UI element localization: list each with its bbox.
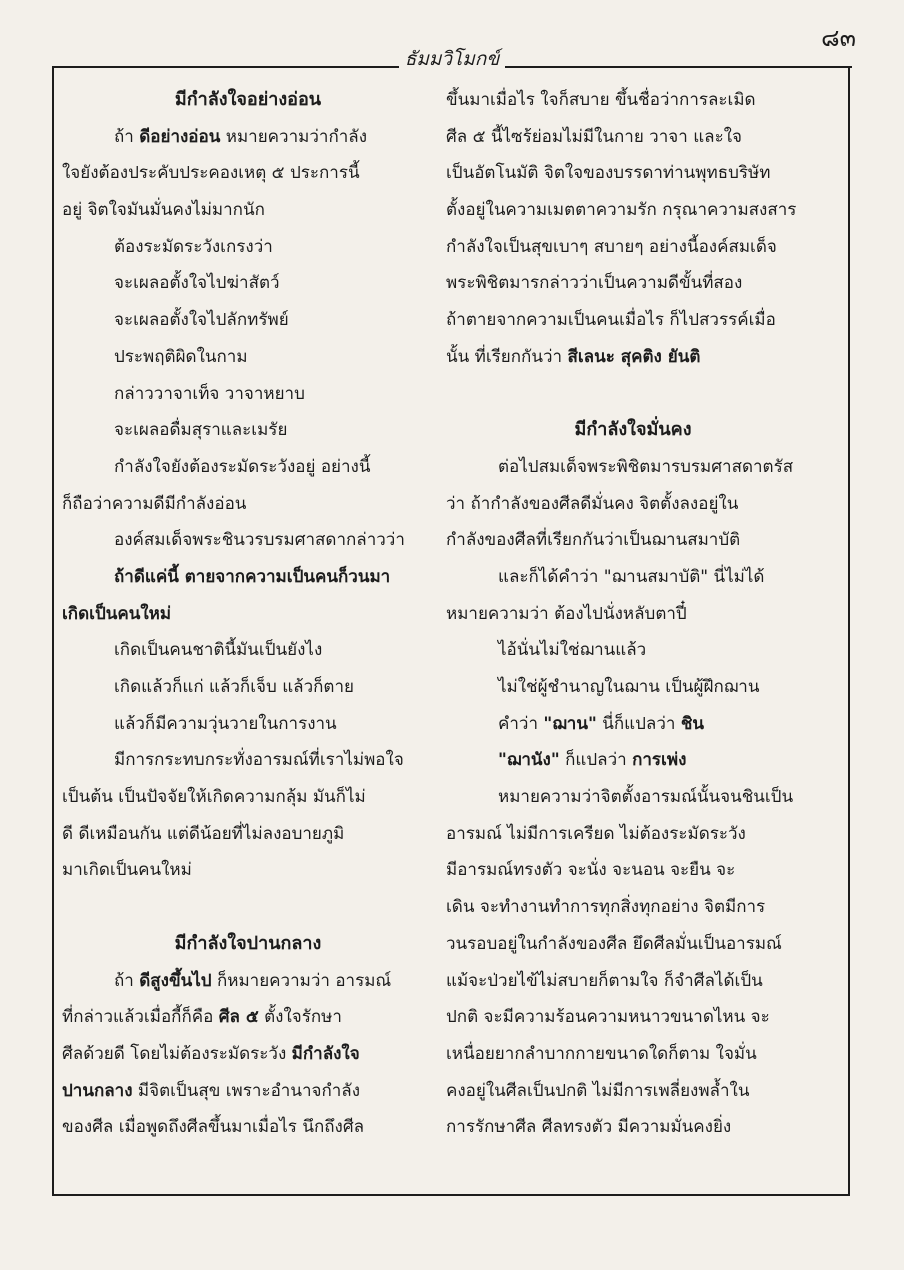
text-line [62,706,434,743]
text-run: ก็หมายความว่า อารมณ์ [211,970,392,991]
text-run: กล่าววาจาเท็จ วาจาหยาบ [114,383,305,404]
text-run: องค์สมเด็จพระชินวรบรมศาสดากล่าวว่า [114,530,405,551]
page-number: ๘๓ [821,24,856,52]
text-run: ดี ดีเหมือนกัน แต่ดีน้อยที่ไม่ลงอบายภูมิ [62,823,345,844]
text-run: มาเกิดเป็นคนใหม่ [62,860,192,881]
text-line [62,119,434,156]
text-line [62,999,434,1036]
bold-text: ดีอย่างอ่อน [139,126,221,147]
text-line [62,779,434,816]
text-line [62,669,434,706]
text-run: อารมณ์ ไม่มีการเครียด ไม่ต้องระมัดระวัง [446,823,746,844]
text-run: และก็ได้คำว่า "ฌานสมาบัติ" นี่ไม่ได้ [498,566,765,587]
text-run: จะเผลอตั้งใจไปฆ่าสัตว์ [114,273,280,294]
text-line [62,376,434,413]
text-run: ว่า ถ้ากำลังของศีลดีมั่นคง จิตตั้งลงอยู่ใน [446,493,739,514]
text-line [446,706,820,743]
text-line [446,1109,820,1146]
text-line [446,192,820,229]
text-line [446,596,820,633]
text-run: ของศีล เมื่อพูดถึงศีลขึ้นมาเมื่อไร นึกถึงศีล [62,1117,365,1138]
text-run: ศีล ๕ นี้ไซร้ย่อมไม่มีในกาย วาจา และใจ [446,126,742,147]
bold-text: มีกำลังใจ [291,1043,360,1064]
text-run: ที่กล่าวแล้วเมื่อกี้ก็คือ [62,1007,219,1028]
section-heading: มีกำลังใจมั่นคง [574,419,692,441]
text-line [62,632,434,669]
text-run: อยู่ จิตใจมันมั่นคงไม่มากนัก [62,200,265,221]
text-line [446,999,820,1036]
text-run: มีอารมณ์ทรงตัว จะนั่ง จะนอน จะยืน จะ [446,860,736,881]
text-line [446,449,820,486]
text-run: เหนื่อยยากลำบากกายขนาดใดก็ตาม ใจมั่น [446,1043,757,1064]
bold-text: ชิน [680,713,704,734]
text-line [446,302,820,339]
left-column [62,82,434,1146]
text-run: กำลังของศีลที่เรียกกันว่าเป็นฌานสมาบัติ [446,530,741,551]
text-line [62,522,434,559]
text-run: กำลังใจเป็นสุขเบาๆ สบายๆ อย่างนี้องค์สมเด็จ [446,236,777,257]
text-line [62,852,434,889]
text-line [62,816,434,853]
text-run: แม้จะป่วยไข้ไม่สบายก็ตามใจ ก็จำศีลได้เป็น [446,970,763,991]
blank-line [446,376,820,413]
text-run: ถ้า [114,970,140,991]
text-run: วนรอบอยู่ในกำลังของศีล ยึดศีลมั่นเป็นอารมณ์ [446,933,782,954]
text-run: จะเผลอดื่มสุราและเมรัย [114,420,288,441]
text-line [446,229,820,266]
bold-text: ถ้าดีแค่นี้ ตายจากความเป็นคนก็วนมา [114,566,391,587]
bold-text: สีเลนะ สุคติง ยันติ [567,346,701,367]
text-line [446,339,820,376]
text-run: ต้องระมัดระวังเกรงว่า [114,236,273,257]
text-run: ศีลด้วยดี โดยไม่ต้องระมัดระวัง [62,1043,292,1064]
text-line [446,742,820,779]
text-line [446,816,820,853]
text-run: เกิดเป็นคนชาตินี้มันเป็นยังไง [114,640,323,661]
bold-text: การเพ่ง [632,750,687,771]
text-run: เป็นต้น เป็นปัจจัยให้เกิดความกลุ้ม มันก็ไม่ [62,787,366,808]
text-line [446,889,820,926]
text-line [446,1073,820,1110]
text-run: ไอ้นั่นไม่ใช่ฌานแล้ว [498,640,647,661]
text-run: ถ้าตายจากความเป็นคนเมื่อไร ก็ไปสวรรค์เมื่อ [446,310,776,331]
bold-text: "ฌานัง" [498,750,560,771]
text-run: ปกติ จะมีความร้อนความหนาวขนาดไหน จะ [446,1007,770,1028]
text-line [446,963,820,1000]
text-run: เดิน จะทำงานทำการทุกสิ่งทุกอย่าง จิตมีการ [446,897,766,918]
bold-text: "ฌาน" [543,713,597,734]
section-heading: มีกำลังใจอย่างอ่อน [174,89,322,110]
bold-text: เกิดเป็นคนใหม่ [62,603,172,624]
text-run: ต่อไปสมเด็จพระพิชิตมารบรมศาสดาตรัส [498,456,794,477]
text-line [446,632,820,669]
text-run: ไม่ใช่ผู้ชำนาญในฌาน เป็นผู้ฝึกฌาน [498,677,760,697]
text-run: ก็แปลว่า [559,750,633,771]
blank-line [62,889,434,926]
text-run: หมายความว่า ต้องไปนั่งหลับตาปี๋ [446,603,687,624]
text-line [62,265,434,302]
text-run: เป็นอัตโนมัติ จิตใจของบรรดาท่านพุทธบริษัท [446,163,771,184]
text-run: คำว่า [498,713,544,734]
text-line [446,265,820,302]
text-line [446,155,820,192]
section-heading: มีกำลังใจปานกลาง [174,932,322,954]
text-run: ก็ถือว่าความดีมีกำลังอ่อน [62,493,247,514]
text-line [446,82,820,119]
text-run: มีจิตเป็นสุข เพราะอำนาจกำลัง [132,1080,361,1101]
text-line [62,559,434,596]
text-line [62,1073,434,1110]
text-line [62,449,434,486]
text-line [62,229,434,266]
text-run: ถ้า [114,126,140,147]
bold-text: ปานกลาง [62,1080,133,1101]
text-run: จะเผลอตั้งใจไปลักทรัพย์ [114,310,289,331]
text-line [62,486,434,523]
text-run: พระพิชิตมารกล่าวว่าเป็นความดีขั้นที่สอง [446,273,743,294]
text-line [62,1036,434,1073]
text-run: คงอยู่ในศีลเป็นปกติ ไม่มีการเพลี่ยงพล้ำใน [446,1080,750,1101]
text-run: ขึ้นมาเมื่อไร ใจก็สบาย ขึ้นชื่อว่าการละเมิด [446,90,756,110]
text-line [62,339,434,376]
bold-text: ศีล ๕ [218,1007,259,1028]
text-run: หมายความว่าจิตตั้งอารมณ์นั้นจนชินเป็น [498,787,794,808]
text-run: ใจยังต้องประคับประคองเหตุ ๕ ประการนี้ [62,163,360,184]
text-run: มีการกระทบกระทั่งอารมณ์ที่เราไม่พอใจ [114,750,404,771]
text-line [62,192,434,229]
text-run: นี่ก็แปลว่า [596,713,681,734]
bold-text: ดีสูงขึ้นไป [139,970,212,991]
text-line [446,779,820,816]
text-line [446,522,820,559]
text-line [62,155,434,192]
text-line [446,1036,820,1073]
text-run: ตั้งอยู่ในความเมตตาความรัก กรุณาความสงสาร [446,200,797,221]
text-line [446,926,820,963]
text-line [446,559,820,596]
text-line [62,1109,434,1146]
text-run: ประพฤติผิดในกาม [114,346,248,367]
text-line [62,742,434,779]
text-line [62,302,434,339]
text-line [446,669,820,706]
text-run: กำลังใจยังต้องระมัดระวังอยู่ อย่างนี้ [114,456,371,477]
text-run: นั้น ที่เรียกกันว่า [446,346,568,367]
text-run: การรักษาศีล ศีลทรงตัว มีความมั่นคงยิ่ง [446,1117,732,1138]
text-line [446,852,820,889]
text-run: หมายความว่ากำลัง [220,126,368,147]
text-run: แล้วก็มีความวุ่นวายในการงาน [114,713,337,734]
text-line [62,963,434,1000]
text-run: ตั้งใจรักษา [258,1007,342,1028]
text-line [446,486,820,523]
text-run: เกิดแล้วก็แก่ แล้วก็เจ็บ แล้วก็ตาย [114,677,354,697]
header-title: ธัมมวิโมกข์ [399,48,506,70]
text-line [446,119,820,156]
text-line [62,412,434,449]
right-column [446,82,820,1146]
text-line [62,596,434,633]
